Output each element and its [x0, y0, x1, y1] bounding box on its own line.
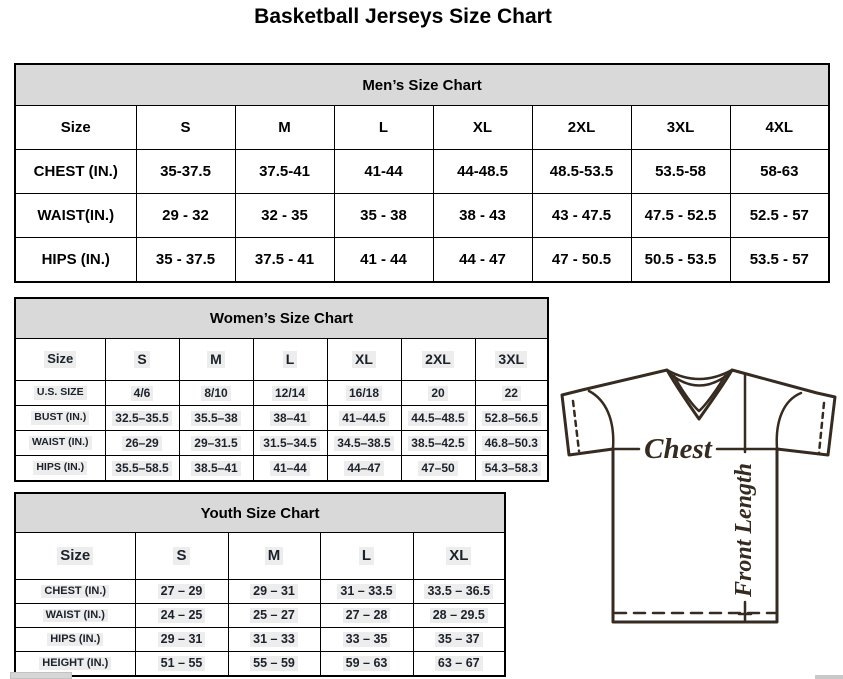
womens-size-label-text: Size — [44, 351, 76, 367]
right-armpit-seam — [777, 393, 801, 449]
mens-value-cell — [235, 194, 334, 238]
mens-chart-header-cell — [15, 64, 829, 106]
youth-value-cell-text: 29 – 31 — [158, 632, 206, 648]
left-cuff-dashed-line — [573, 401, 579, 451]
mens-size-column-l-text: L — [378, 119, 389, 136]
youth-value-cell — [228, 628, 320, 652]
youth-chart-header-row — [15, 493, 505, 533]
youth-value-cell-text: 24 – 25 — [158, 608, 206, 624]
chest-label: Chest — [644, 433, 712, 465]
youth-value-cell — [320, 580, 413, 604]
womens-value-cell-text: 8/10 — [201, 386, 230, 401]
womens-value-cell — [475, 381, 548, 406]
womens-value-cell — [253, 431, 327, 456]
mens-size-label-text: Size — [60, 119, 91, 136]
mens-value-cell-text: 52.5 - 57 — [749, 207, 809, 224]
womens-value-cell-text: 41–44.5 — [339, 411, 388, 426]
mens-size-header-row — [15, 106, 829, 150]
youth-size-column-l — [320, 533, 413, 580]
mens-value-cell-text: 58-63 — [760, 163, 799, 180]
womens-value-cell-text: 29–31.5 — [191, 436, 240, 451]
horizontal-scrollbar-fragment-right[interactable] — [815, 675, 843, 679]
youth-value-cell-text: 33.5 – 36.5 — [424, 584, 493, 600]
womens-value-cell — [105, 431, 179, 456]
mens-value-cell — [334, 150, 433, 194]
womens-value-cell-text: 32.5–35.5 — [112, 411, 171, 426]
womens-row-label-text: HIPS (IN.) — [33, 461, 87, 474]
youth-value-cell-text: 29 – 31 — [250, 584, 298, 600]
womens-value-cell — [105, 406, 179, 431]
womens-value-cell — [179, 381, 253, 406]
jersey-outline — [562, 370, 835, 622]
youth-value-cell — [135, 628, 228, 652]
womens-size-column-xl — [327, 339, 401, 381]
womens-value-cell — [327, 381, 401, 406]
mens-value-cell-text: 41 - 44 — [360, 251, 407, 268]
womens-size-column-m-text: M — [207, 351, 225, 369]
mens-value-cell-text: 35 - 38 — [360, 207, 407, 224]
mens-value-cell — [631, 150, 730, 194]
mens-value-cell-text: 29 - 32 — [162, 207, 209, 224]
mens-value-cell-text: 38 - 43 — [459, 207, 506, 224]
womens-value-cell-text: 52.8–56.5 — [482, 411, 541, 426]
mens-value-cell — [136, 150, 235, 194]
mens-row-label — [15, 238, 136, 283]
front-length-label: Front Length — [731, 462, 757, 598]
youth-value-cell — [413, 628, 505, 652]
mens-value-cell — [334, 238, 433, 283]
womens-value-cell — [475, 406, 548, 431]
womens-value-cell-text: 46.8–50.3 — [482, 436, 541, 451]
mens-size-column-2xl — [532, 106, 631, 150]
youth-value-cell — [135, 652, 228, 677]
mens-size-column-3xl-text: 3XL — [666, 119, 695, 136]
youth-value-cell-text: 31 – 33 — [250, 632, 298, 648]
mens-size-column-xl — [433, 106, 532, 150]
womens-value-cell — [401, 431, 475, 456]
youth-value-cell-text: 25 – 27 — [250, 608, 298, 624]
youth-size-column-m — [228, 533, 320, 580]
mens-table-row — [15, 150, 829, 194]
womens-value-cell-text: 20 — [428, 386, 447, 401]
youth-row-label-text: WAIST (IN.) — [43, 609, 108, 623]
womens-row-label-text: WAIST (IN.) — [29, 436, 92, 449]
mens-row-label-text: CHEST (IN.) — [33, 163, 118, 180]
youth-value-cell — [413, 580, 505, 604]
mens-value-cell-text: 35-37.5 — [160, 163, 211, 180]
mens-value-cell-text: 37.5-41 — [259, 163, 310, 180]
womens-value-cell-text: 35.5–58.5 — [112, 461, 171, 476]
mens-value-cell — [433, 238, 532, 283]
mens-value-cell — [631, 194, 730, 238]
youth-value-cell-text: 59 – 63 — [343, 656, 391, 672]
mens-value-cell-text: 43 - 47.5 — [551, 207, 612, 224]
mens-value-cell — [433, 150, 532, 194]
womens-chart-title: Women’s Size Chart — [209, 310, 354, 327]
womens-value-cell — [253, 456, 327, 482]
youth-row-label-text: CHEST (IN.) — [41, 585, 109, 599]
mens-value-cell-text: 35 - 37.5 — [155, 251, 216, 268]
youth-size-column-xl-text: XL — [446, 547, 471, 566]
mens-value-cell-text: 47 - 50.5 — [551, 251, 612, 268]
womens-row-label-text: BUST (IN.) — [31, 411, 89, 424]
womens-size-chart-table — [14, 297, 549, 482]
mens-size-column-4xl-text: 4XL — [765, 119, 794, 136]
youth-value-cell-text: 63 – 67 — [435, 656, 483, 672]
left-armpit-seam — [589, 391, 613, 449]
youth-size-column-l-text: L — [359, 547, 374, 566]
womens-value-cell-text: 22 — [502, 386, 521, 401]
mens-value-cell — [730, 150, 829, 194]
womens-row-label — [15, 431, 105, 456]
mens-size-column-3xl — [631, 106, 730, 150]
womens-value-cell-text: 16/18 — [346, 386, 382, 401]
youth-value-cell — [320, 652, 413, 677]
youth-value-cell — [320, 628, 413, 652]
mens-row-label — [15, 150, 136, 194]
youth-value-cell-text: 31 – 33.5 — [337, 584, 395, 600]
womens-size-column-l-text: L — [283, 351, 298, 369]
youth-row-label — [15, 580, 135, 604]
youth-size-chart-table — [14, 492, 506, 677]
youth-size-label — [15, 533, 135, 580]
youth-table-row — [15, 628, 505, 652]
womens-value-cell — [401, 406, 475, 431]
horizontal-scrollbar-fragment-left[interactable] — [10, 672, 72, 679]
mens-size-column-2xl-text: 2XL — [567, 119, 596, 136]
youth-value-cell-text: 28 – 29.5 — [430, 608, 488, 624]
mens-value-cell-text: 50.5 - 53.5 — [644, 251, 717, 268]
mens-value-cell — [532, 150, 631, 194]
womens-value-cell-text: 44–47 — [344, 461, 383, 476]
womens-value-cell-text: 47–50 — [418, 461, 457, 476]
womens-value-cell-text: 31.5–34.5 — [260, 436, 319, 451]
womens-size-column-2xl — [401, 339, 475, 381]
womens-value-cell-text: 38–41 — [270, 411, 309, 426]
womens-size-header-row — [15, 339, 548, 381]
mens-value-cell — [730, 238, 829, 283]
womens-value-cell — [327, 456, 401, 482]
youth-value-cell — [413, 652, 505, 677]
youth-size-column-s-text: S — [173, 547, 189, 566]
youth-value-cell-text: 33 – 35 — [343, 632, 391, 648]
youth-size-label-text: Size — [57, 547, 93, 566]
mens-row-label — [15, 194, 136, 238]
mens-value-cell — [334, 194, 433, 238]
womens-value-cell-text: 38.5–41 — [191, 461, 240, 476]
mens-size-label — [15, 106, 136, 150]
mens-value-cell — [235, 150, 334, 194]
youth-value-cell — [413, 604, 505, 628]
womens-size-column-3xl-text: 3XL — [495, 351, 527, 369]
youth-size-column-s — [135, 533, 228, 580]
womens-table-row — [15, 406, 548, 431]
womens-value-cell-text: 41–44 — [270, 461, 309, 476]
womens-table-row — [15, 456, 548, 482]
youth-row-label-text: HEIGHT (IN.) — [39, 657, 111, 671]
womens-value-cell-text: 34.5–38.5 — [334, 436, 393, 451]
womens-row-label — [15, 456, 105, 482]
youth-row-label — [15, 628, 135, 652]
mens-chart-title: Men’s Size Chart — [362, 76, 482, 94]
womens-size-column-xl-text: XL — [352, 351, 376, 369]
youth-table-row — [15, 604, 505, 628]
mens-value-cell-text: 32 - 35 — [261, 207, 308, 224]
womens-value-cell — [179, 456, 253, 482]
jersey-measurement-diagram — [556, 362, 840, 626]
youth-value-cell — [228, 604, 320, 628]
youth-value-cell — [135, 580, 228, 604]
mens-value-cell — [433, 194, 532, 238]
womens-size-label — [15, 339, 105, 381]
womens-table-row — [15, 431, 548, 456]
womens-size-column-s-text: S — [134, 351, 149, 369]
mens-size-column-s-text: S — [180, 119, 191, 136]
right-cuff-dashed-line — [819, 403, 824, 453]
mens-table-row — [15, 194, 829, 238]
youth-value-cell — [228, 580, 320, 604]
womens-row-label — [15, 406, 105, 431]
mens-value-cell-text: 53.5 - 57 — [749, 251, 809, 268]
mens-size-column-l — [334, 106, 433, 150]
youth-table-row — [15, 652, 505, 677]
womens-value-cell-text: 38.5–42.5 — [408, 436, 467, 451]
mens-value-cell — [730, 194, 829, 238]
youth-chart-title: Youth Size Chart — [200, 504, 320, 522]
youth-value-cell-text: 35 – 37 — [435, 632, 483, 648]
mens-value-cell — [631, 238, 730, 283]
mens-row-label-text: WAIST(IN.) — [37, 207, 115, 224]
mens-value-cell-text: 47.5 - 52.5 — [644, 207, 717, 224]
womens-value-cell-text: 44.5–48.5 — [408, 411, 467, 426]
womens-value-cell-text: 35.5–38 — [191, 411, 240, 426]
mens-value-cell-text: 41-44 — [364, 163, 403, 180]
mens-chart-header-row — [15, 64, 829, 106]
youth-value-cell — [228, 652, 320, 677]
mens-value-cell — [136, 238, 235, 283]
youth-size-column-xl — [413, 533, 505, 580]
mens-value-cell-text: 44-48.5 — [457, 163, 508, 180]
mens-row-label-text: HIPS (IN.) — [41, 251, 110, 268]
womens-value-cell — [105, 381, 179, 406]
womens-size-column-2xl-text: 2XL — [422, 351, 454, 369]
youth-value-cell — [320, 604, 413, 628]
youth-chart-header-cell — [15, 493, 505, 533]
mens-size-chart-table — [14, 63, 830, 283]
mens-size-column-m-text: M — [278, 119, 291, 136]
youth-row-label — [15, 604, 135, 628]
womens-value-cell — [327, 406, 401, 431]
youth-value-cell — [135, 604, 228, 628]
womens-size-column-l — [253, 339, 327, 381]
womens-value-cell — [401, 381, 475, 406]
mens-value-cell-text: 37.5 - 41 — [254, 251, 315, 268]
womens-value-cell — [401, 456, 475, 482]
mens-value-cell — [532, 194, 631, 238]
mens-size-column-m — [235, 106, 334, 150]
womens-value-cell — [179, 406, 253, 431]
youth-value-cell-text: 27 – 28 — [343, 608, 391, 624]
womens-size-column-3xl — [475, 339, 548, 381]
womens-size-column-m — [179, 339, 253, 381]
youth-value-cell-text: 55 – 59 — [250, 656, 298, 672]
youth-row-label-text: HIPS (IN.) — [47, 633, 103, 647]
mens-value-cell-text: 53.5-58 — [655, 163, 706, 180]
youth-value-cell-text: 27 – 29 — [158, 584, 206, 600]
womens-chart-header-cell — [15, 298, 548, 339]
mens-size-column-4xl — [730, 106, 829, 150]
womens-table-row — [15, 381, 548, 406]
mens-value-cell-text: 44 - 47 — [459, 251, 506, 268]
womens-chart-header-row — [15, 298, 548, 339]
mens-table-row — [15, 238, 829, 283]
youth-value-cell-text: 51 – 55 — [158, 656, 206, 672]
womens-value-cell — [475, 456, 548, 482]
womens-value-cell — [475, 431, 548, 456]
youth-size-header-row — [15, 533, 505, 580]
womens-value-cell — [105, 456, 179, 482]
mens-value-cell — [235, 238, 334, 283]
womens-row-label-text: U.S. SIZE — [34, 386, 87, 399]
page-title: Basketball Jerseys Size Chart — [254, 5, 552, 28]
mens-size-column-xl-text: XL — [472, 119, 493, 136]
womens-value-cell-text: 26–29 — [122, 436, 161, 451]
mens-value-cell — [136, 194, 235, 238]
womens-value-cell-text: 12/14 — [272, 386, 308, 401]
mens-value-cell — [532, 238, 631, 283]
womens-value-cell — [179, 431, 253, 456]
womens-row-label — [15, 381, 105, 406]
mens-size-column-s — [136, 106, 235, 150]
youth-size-column-m-text: M — [265, 547, 284, 566]
youth-table-row — [15, 580, 505, 604]
mens-value-cell-text: 48.5-53.5 — [549, 163, 614, 180]
womens-value-cell — [327, 431, 401, 456]
womens-value-cell-text: 4/6 — [131, 386, 154, 401]
womens-value-cell-text: 54.3–58.3 — [482, 461, 541, 476]
womens-size-column-s — [105, 339, 179, 381]
womens-value-cell — [253, 406, 327, 431]
womens-value-cell — [253, 381, 327, 406]
